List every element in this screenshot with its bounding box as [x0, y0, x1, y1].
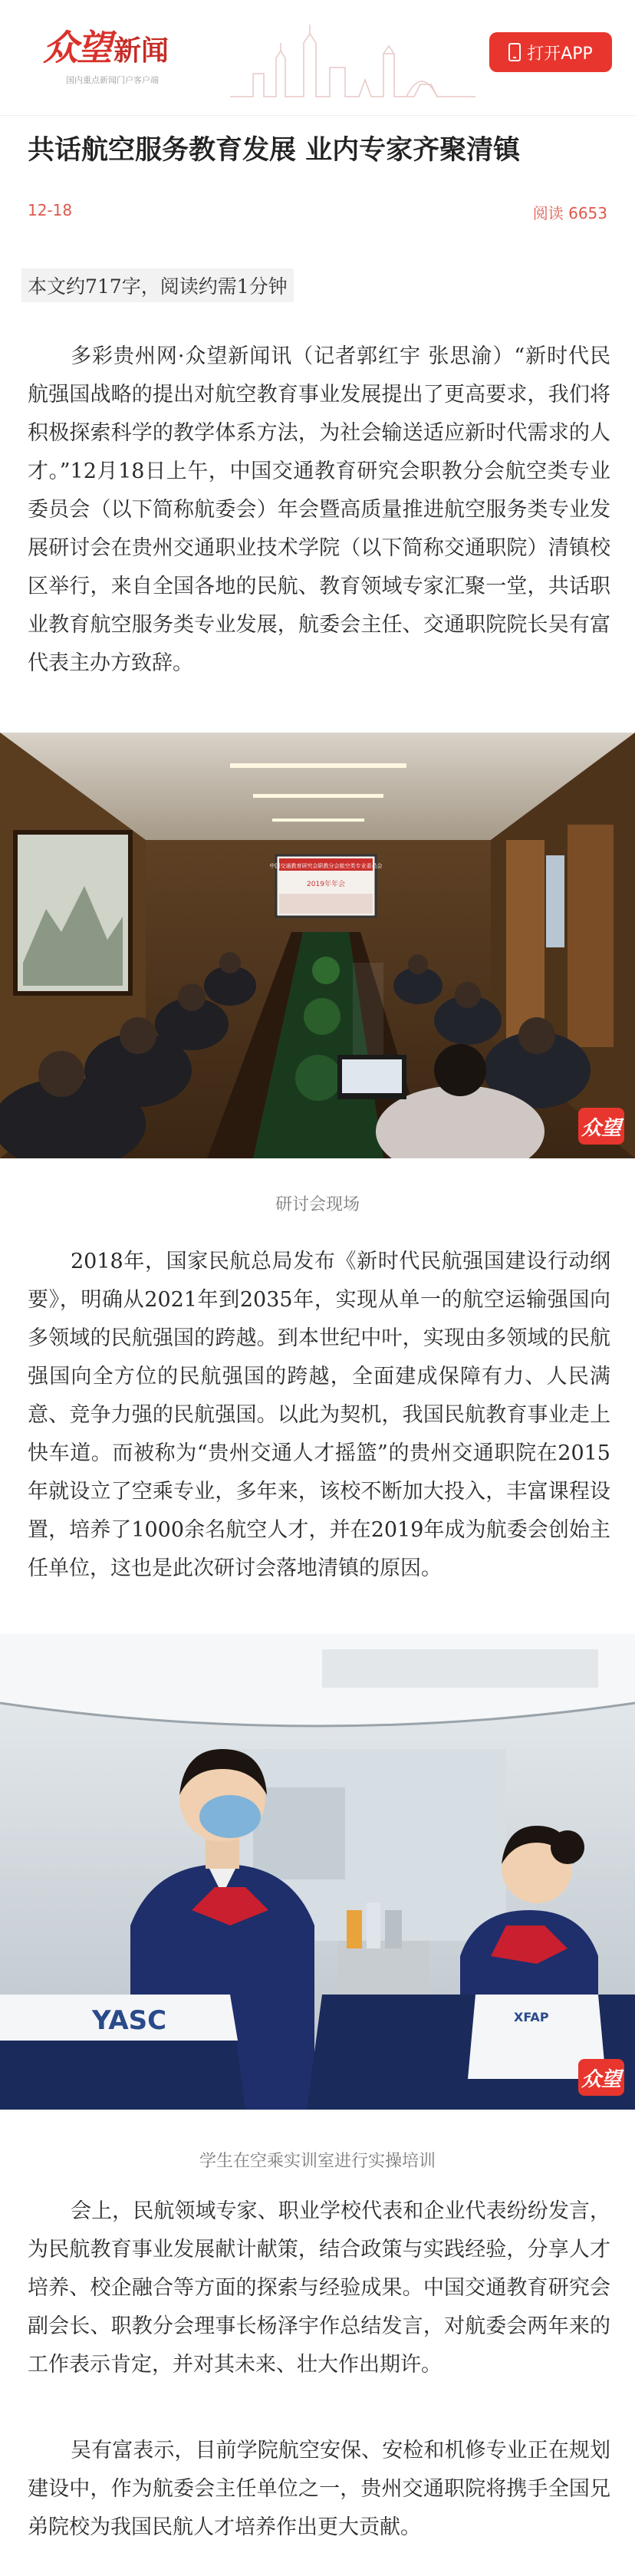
open-app-button[interactable] — [489, 32, 612, 72]
article-title: 共话航空服务教育发展 业内专家齐聚清镇 — [28, 135, 521, 166]
screen-subtitle: 2019年年会 — [307, 881, 345, 888]
article-meta — [28, 201, 607, 223]
watermark-logo: 众望 — [578, 2059, 624, 2096]
logo-mark: 众望 — [43, 27, 110, 68]
photo-caption: 研讨会现场 — [275, 1195, 360, 1214]
article-paragraph: 吴有富表示，目前学院航空安保、安检和机修专业正在规划建设中，作为航委会主任单位之一，贵州交通职院将携手全国兄弟院校为我国民航人才培养作出更大贡献。 — [28, 2439, 610, 2539]
phone-icon — [508, 43, 521, 61]
training-photo — [0, 1634, 635, 2110]
article-date: 12-18 — [28, 201, 73, 219]
photo-caption: 学生在空乘实训室进行实操培训 — [199, 2152, 436, 2171]
seat-logo: YASC — [92, 2005, 167, 2036]
article-paragraph: 会上，民航领域专家、职业学校代表和企业代表纷纷发言，为民航教育事业发展献计献策，结合政策与实践经验，分享人才培养、校企融合等方面的探索与经验成果。中国交通教育研究会副会长、职教分会理事长杨泽宇作总结发言，对航委会两年来的工作表示肯定，并对其未来、壮大作出期许。 — [28, 2199, 610, 2377]
article-views: 阅读 6653 — [532, 204, 607, 222]
open-app-label: 打开APP — [527, 44, 593, 64]
logo-news-text: 新闻 — [114, 35, 169, 67]
logo-slogan: 国内重点新闻门户客户端 — [66, 75, 159, 85]
app-header — [0, 0, 635, 116]
read-time-note: 本文约717字，阅读约需1分钟 — [21, 268, 294, 302]
brand-logo[interactable] — [43, 20, 169, 66]
cabin-scene — [0, 1634, 635, 2110]
screen-title: 中国交通教育研究会职教分会航空类专业委员会 — [269, 863, 383, 869]
article-paragraph: 多彩贵州网·众望新闻讯（记者郭红宇 张思渝）“新时代民航强国战略的提出对航空教育事业发展提出了更高要求，我们将积极探索科学的教学体系方法，为社会输送适应新时代需求的人才。”12月18日上午，中国交通教育研究会职教分会航空类专业委员会（以下简称航委会）年会暨高质量推进航空服务类专业发展研讨会在贵州交通职业技术学院（以下简称交通职院）清镇校区举行，来自全国各地的民航、教育领域专家汇聚一堂，共话职业教育航空服务类专业发展，航委会主任、交通职院院长吴有富代表主办方致辞。 — [28, 344, 610, 675]
conference-scene — [0, 733, 635, 1158]
conference-photo — [0, 733, 635, 1158]
watermark-logo: 众望 — [578, 1108, 624, 1145]
seat-logo-secondary: XFAP — [514, 2010, 549, 2024]
city-skyline-decoration — [230, 20, 475, 104]
article-paragraph: 2018年，国家民航总局发布《新时代民航强国建设行动纲要》，明确从2021年到2035年，实现从单一的航空运输强国向多领域的民航强国的跨越。到本世纪中叶，实现由多领域的民航强国向全方位的民航强国的跨越，全面建成保障有力、人民满意、竞争力强的民航强国。以此为契机，我国民航教育事业走上快车道。而被称为“贵州交通人才摇篮”的贵州交通职院在2015年就设立了空乘专业，多年来，该校不断加大投入，丰富课程设置，培养了1000余名航空人才，并在2019年成为航委会创始主任单位，这也是此次研讨会落地清镇的原因。 — [28, 1250, 610, 1580]
